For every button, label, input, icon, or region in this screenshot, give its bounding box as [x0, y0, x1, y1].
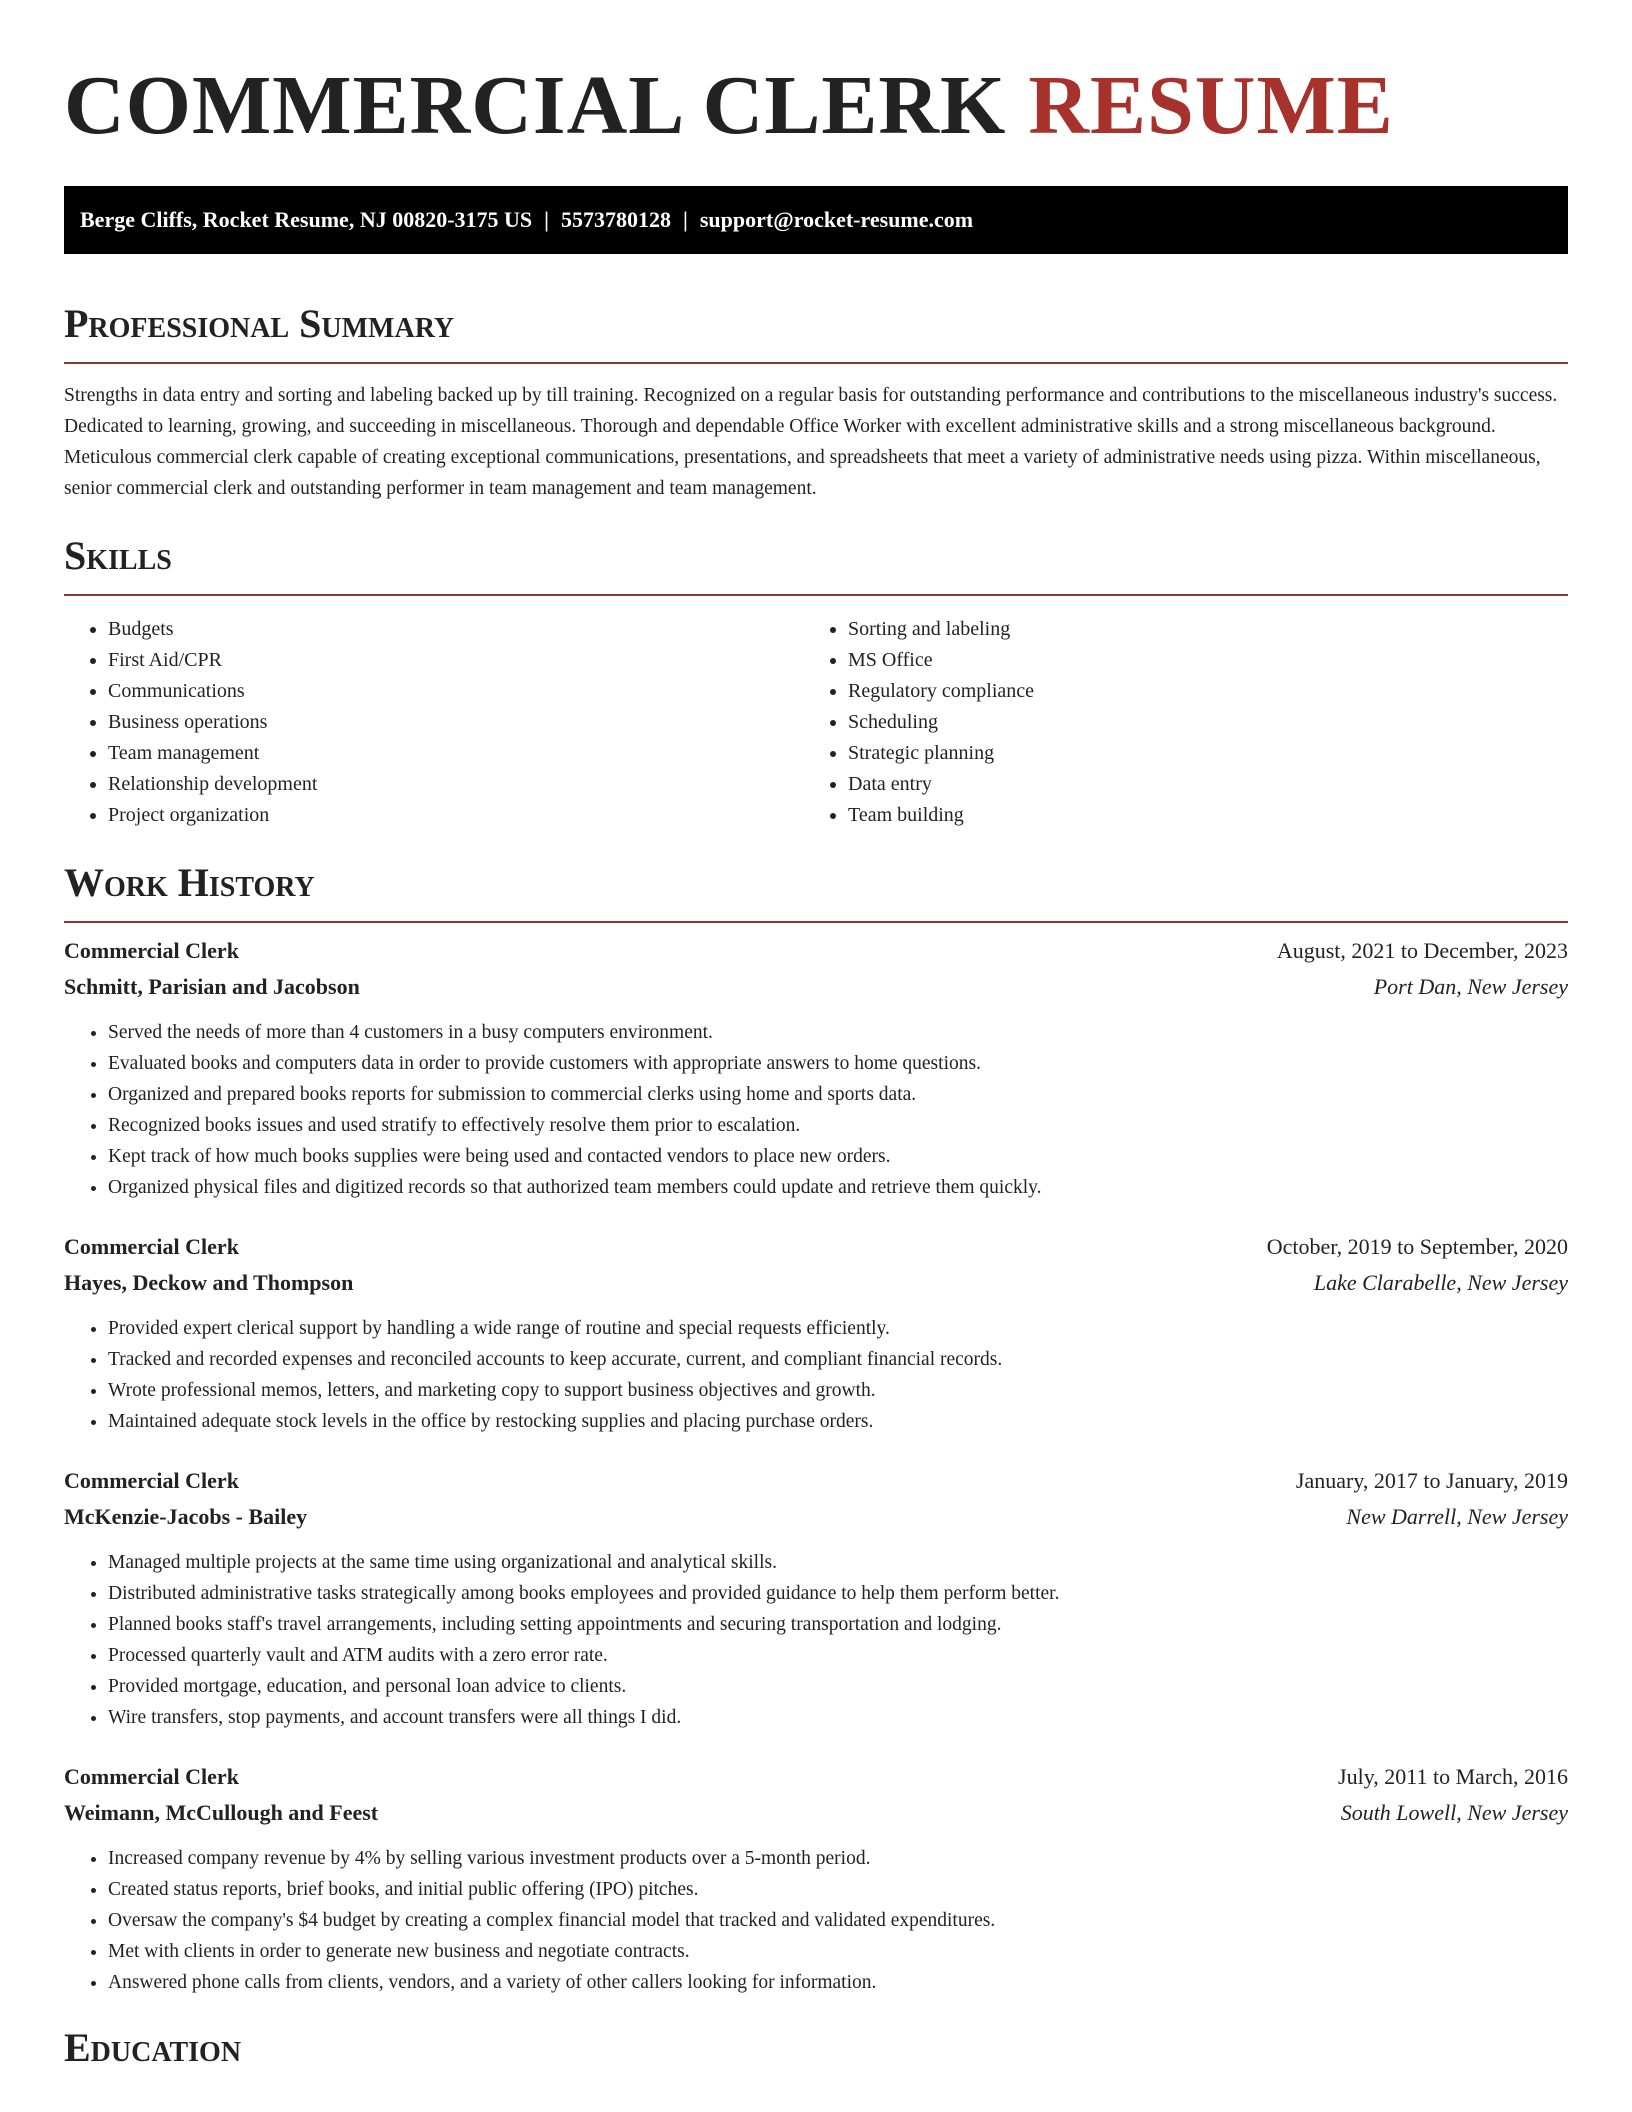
job-header-row	[64, 933, 1568, 969]
job-bullets	[64, 1843, 1568, 1998]
title-accent: RESUME	[1028, 59, 1394, 152]
job-subheader-row	[64, 1499, 1568, 1535]
contact-address: Berge Cliffs, Rocket Resume, NJ 00820-3175 US	[80, 207, 533, 232]
job-bullet: • Provided expert clerical support by handling a wide range of routine and special requests efficiently.	[108, 1313, 1568, 1344]
skill-item: • MS Office	[848, 645, 1544, 676]
job-subheader-row	[64, 1795, 1568, 1831]
job-bullet: • Recognized books issues and used stratify to effectively resolve them prior to escalation.	[108, 1110, 1568, 1141]
job-bullet: • Organized and prepared books reports for submission to commercial clerks using home and sports data.	[108, 1079, 1568, 1110]
job-bullets	[64, 1313, 1568, 1437]
job-bullet: • Distributed administrative tasks strategically among books employees and provided guidance to help them perform better.	[108, 1578, 1568, 1609]
job-header-row	[64, 1229, 1568, 1265]
job-dates: August, 2021 to December, 2023	[1276, 938, 1568, 963]
contact-separator: |	[683, 207, 688, 232]
skill-item: • Regulatory compliance	[848, 676, 1544, 707]
job-entry	[64, 1229, 1568, 1437]
job-location: New Darrell, New Jersey	[1346, 1504, 1568, 1529]
job-title: Commercial Clerk	[64, 1234, 239, 1259]
job-entry	[64, 1759, 1568, 1998]
job-entry	[64, 933, 1568, 1203]
job-bullet: • Managed multiple projects at the same time using organizational and analytical skills.	[108, 1547, 1568, 1578]
job-location: South Lowell, New Jersey	[1340, 1800, 1568, 1825]
job-bullet: • Planned books staff's travel arrangements, including setting appointments and securing transportation and lodging.	[108, 1609, 1568, 1640]
job-entry	[64, 1463, 1568, 1733]
job-dates: July, 2011 to March, 2016	[1338, 1764, 1568, 1789]
skills-list-left	[64, 614, 804, 831]
job-title: Commercial Clerk	[64, 938, 239, 963]
job-bullet: • Maintained adequate stock levels in the office by restocking supplies and placing purchase orders.	[108, 1406, 1568, 1437]
job-bullet: • Provided mortgage, education, and personal loan advice to clients.	[108, 1671, 1568, 1702]
job-title: Commercial Clerk	[64, 1468, 239, 1493]
work-history-section	[64, 859, 1568, 1998]
skill-item: • Team management	[108, 738, 804, 769]
job-bullets	[64, 1017, 1568, 1203]
work-history-heading: Work History	[64, 860, 315, 905]
summary-text: Strengths in data entry and sorting and labeling backed up by till training. Recognized on a regular basis for outstanding performance and contributions to the miscellaneous industry's success. Dedicated to learning, growing, and succeeding in miscellaneous. Thorough and dependable Office Worker with excellent administrative skills and a strong miscellaneous background. Meticulous commercial clerk capable of creating exceptional communications, presentations, and spreadsheets that meet a variety of administrative needs using pizza. Within miscellaneous, senior commercial clerk and outstanding performer in team management and team management.	[64, 385, 1558, 499]
skills-columns	[64, 614, 1568, 831]
section-divider	[64, 594, 1568, 596]
job-bullets	[64, 1547, 1568, 1733]
job-bullet: • Answered phone calls from clients, vendors, and a variety of other callers looking for information.	[108, 1967, 1568, 1998]
job-subheader-row	[64, 1265, 1568, 1301]
skill-item: • Budgets	[108, 614, 804, 645]
title-main: COMMERCIAL CLERK	[64, 59, 1007, 152]
contact-phone: 5573780128	[561, 207, 672, 232]
job-company: Weimann, McCullough and Feest	[64, 1800, 379, 1825]
skill-item: • Business operations	[108, 707, 804, 738]
skill-item: • Communications	[108, 676, 804, 707]
resume-title	[64, 56, 1568, 156]
job-location: Lake Clarabelle, New Jersey	[1313, 1270, 1568, 1295]
skill-item: • Scheduling	[848, 707, 1544, 738]
skill-item: • Team building	[848, 800, 1544, 831]
education-section	[64, 2024, 1568, 2072]
summary-heading: Professional Summary	[64, 301, 455, 346]
summary-section	[64, 300, 1568, 504]
job-bullet: • Met with clients in order to generate new business and negotiate contracts.	[108, 1936, 1568, 1967]
job-header-row	[64, 1463, 1568, 1499]
skill-item: • Project organization	[108, 800, 804, 831]
job-company: Schmitt, Parisian and Jacobson	[64, 974, 360, 999]
skill-item: • Relationship development	[108, 769, 804, 800]
section-divider	[64, 921, 1568, 923]
job-subheader-row	[64, 969, 1568, 1005]
job-bullet: • Created status reports, brief books, and initial public offering (IPO) pitches.	[108, 1874, 1568, 1905]
job-bullet: • Oversaw the company's $4 budget by creating a complex financial model that tracked and validated expenditures.	[108, 1905, 1568, 1936]
job-bullet: • Wire transfers, stop payments, and account transfers were all things I did.	[108, 1702, 1568, 1733]
job-title: Commercial Clerk	[64, 1764, 239, 1789]
job-bullet: • Evaluated books and computers data in order to provide customers with appropriate answers to home questions.	[108, 1048, 1568, 1079]
job-bullet: • Increased company revenue by 4% by selling various investment products over a 5-month period.	[108, 1843, 1568, 1874]
skill-item: • Sorting and labeling	[848, 614, 1544, 645]
contact-separator: |	[544, 207, 550, 232]
job-bullet: • Served the needs of more than 4 customers in a busy computers environment.	[108, 1017, 1568, 1048]
contact-email: support@rocket-resume.com	[699, 207, 974, 232]
contact-bar	[64, 186, 1568, 254]
skill-item: • First Aid/CPR	[108, 645, 804, 676]
section-divider	[64, 362, 1568, 364]
job-location: Port Dan, New Jersey	[1373, 974, 1568, 999]
job-company: McKenzie-Jacobs - Bailey	[64, 1504, 308, 1529]
skill-item: • Data entry	[848, 769, 1544, 800]
education-heading: Education	[64, 2025, 242, 2070]
skills-heading: Skills	[64, 533, 172, 578]
job-bullet: • Kept track of how much books supplies were being used and contacted vendors to place new orders.	[108, 1141, 1568, 1172]
job-bullet: • Tracked and recorded expenses and reconciled accounts to keep accurate, current, and compliant financial records.	[108, 1344, 1568, 1375]
skills-list-right	[804, 614, 1544, 831]
skill-item: • Strategic planning	[848, 738, 1544, 769]
job-bullet: • Wrote professional memos, letters, and marketing copy to support business objectives and growth.	[108, 1375, 1568, 1406]
job-bullet: • Organized physical files and digitized records so that authorized team members could update and retrieve them quickly.	[108, 1172, 1568, 1203]
job-dates: January, 2017 to January, 2019	[1295, 1468, 1568, 1493]
job-dates: October, 2019 to September, 2020	[1266, 1234, 1568, 1259]
job-company: Hayes, Deckow and Thompson	[64, 1270, 354, 1295]
job-bullet: • Processed quarterly vault and ATM audits with a zero error rate.	[108, 1640, 1568, 1671]
job-header-row	[64, 1759, 1568, 1795]
skills-section	[64, 532, 1568, 831]
